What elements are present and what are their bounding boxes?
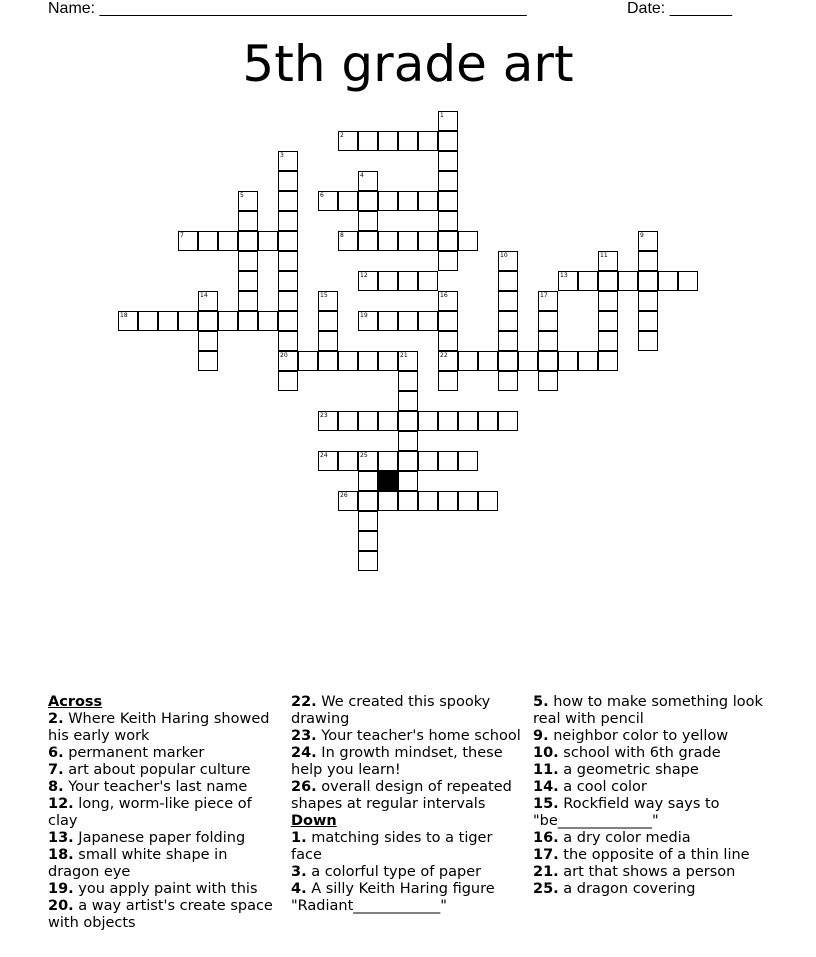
cell-number: 22 <box>440 352 448 359</box>
cell-number: 23 <box>320 412 328 419</box>
grid-cell[interactable] <box>398 371 418 391</box>
cell-number: 24 <box>320 452 328 459</box>
clue-across-8: 8. Your teacher's last name <box>48 779 248 795</box>
cell-number: 5 <box>240 192 244 199</box>
grid-cell[interactable] <box>438 291 458 311</box>
grid-cell[interactable] <box>398 491 418 511</box>
cell-number: 8 <box>340 232 344 239</box>
grid-cell[interactable] <box>318 331 338 351</box>
grid-cell[interactable] <box>598 311 618 331</box>
cell-number: 4 <box>360 172 364 179</box>
cell-number: 9 <box>640 232 644 239</box>
grid-cell[interactable] <box>238 271 258 291</box>
grid-cell[interactable] <box>238 231 258 251</box>
grid-cell[interactable] <box>238 251 258 271</box>
grid-cell[interactable] <box>338 491 358 511</box>
grid-cell[interactable] <box>638 331 658 351</box>
grid-cell[interactable] <box>438 331 458 351</box>
grid-cell[interactable] <box>458 411 478 431</box>
clue-down-16: 16. a dry color media <box>533 830 691 846</box>
grid-cell[interactable] <box>118 311 138 331</box>
grid-cell[interactable] <box>398 271 418 291</box>
clue-column-3 <box>533 694 773 898</box>
grid-cell[interactable] <box>278 291 298 311</box>
grid-cell[interactable] <box>198 331 218 351</box>
grid-cell[interactable] <box>498 291 518 311</box>
grid-cell[interactable] <box>518 351 538 371</box>
grid-cell[interactable] <box>238 191 258 211</box>
clue-across-23: 23. Your teacher's home school <box>291 728 521 744</box>
clue-across-6: 6. permanent marker <box>48 745 205 761</box>
grid-cell[interactable] <box>378 491 398 511</box>
grid-cell[interactable] <box>198 351 218 371</box>
cell-number: 19 <box>360 312 368 319</box>
grid-cell[interactable] <box>398 471 418 491</box>
grid-cell[interactable] <box>258 311 278 331</box>
name-field[interactable] <box>48 0 527 18</box>
grid-cell[interactable] <box>338 451 358 471</box>
grid-cell[interactable] <box>458 491 478 511</box>
grid-cell[interactable] <box>458 451 478 471</box>
grid-cell[interactable] <box>338 231 358 251</box>
grid-cell[interactable] <box>478 411 498 431</box>
clue-across-7: 7. art about popular culture <box>48 762 251 778</box>
clue-down-1: 1. matching sides to a tiger face <box>291 830 493 863</box>
clue-column-1 <box>48 694 280 932</box>
grid-cell[interactable] <box>638 291 658 311</box>
cell-number: 21 <box>400 352 408 359</box>
clue-across-22: 22. We created this spooky drawing <box>291 694 491 727</box>
grid-cell[interactable] <box>398 351 418 371</box>
grid-cell[interactable] <box>338 191 358 211</box>
grid-cell[interactable] <box>358 411 378 431</box>
grid-cell[interactable] <box>358 551 378 571</box>
grid-cell[interactable] <box>578 351 598 371</box>
grid-cell[interactable] <box>278 371 298 391</box>
grid-cell[interactable] <box>538 291 558 311</box>
cell-number: 20 <box>280 352 288 359</box>
grid-cell[interactable] <box>638 251 658 271</box>
grid-cell[interactable] <box>418 271 438 291</box>
grid-cell[interactable] <box>238 311 258 331</box>
grid-cell[interactable] <box>538 351 558 371</box>
grid-cell[interactable] <box>438 311 458 331</box>
cell-number: 6 <box>320 192 324 199</box>
grid-cell[interactable] <box>558 351 578 371</box>
grid-cell[interactable] <box>278 351 298 371</box>
grid-cell[interactable] <box>358 171 378 191</box>
grid-cell[interactable] <box>618 271 638 291</box>
grid-cell[interactable] <box>398 431 418 451</box>
grid-cell[interactable] <box>378 271 398 291</box>
grid-cell[interactable] <box>678 271 698 291</box>
grid-cell[interactable] <box>638 231 658 251</box>
clue-across-26: 26. overall design of repeated shapes at regular intervals <box>291 779 512 812</box>
grid-cell[interactable] <box>398 311 418 331</box>
grid-cell[interactable] <box>338 351 358 371</box>
grid-cell[interactable] <box>498 371 518 391</box>
grid-cell[interactable] <box>438 451 458 471</box>
grid-cell[interactable] <box>318 191 338 211</box>
grid-cell[interactable] <box>358 191 378 211</box>
grid-cell[interactable] <box>378 411 398 431</box>
grid-cell[interactable] <box>198 311 218 331</box>
clue-down-14: 14. a cool color <box>533 779 647 795</box>
grid-cell[interactable] <box>378 131 398 151</box>
grid-cell[interactable] <box>498 411 518 431</box>
grid-cell[interactable] <box>418 451 438 471</box>
clue-down-5: 5. how to make something look real with pencil <box>533 694 763 727</box>
grid-cell[interactable] <box>278 171 298 191</box>
grid-cell[interactable] <box>318 351 338 371</box>
across-heading: Across <box>48 694 103 710</box>
grid-cell[interactable] <box>318 411 338 431</box>
grid-cell[interactable] <box>418 231 438 251</box>
grid-cell[interactable] <box>638 311 658 331</box>
grid-cell[interactable] <box>398 411 418 431</box>
grid-cell[interactable] <box>438 191 458 211</box>
grid-cell[interactable] <box>318 291 338 311</box>
grid-cell[interactable] <box>438 211 458 231</box>
date-label: Date: <box>627 0 666 17</box>
clue-down-21: 21. art that shows a person <box>533 864 736 880</box>
cell-number: 7 <box>180 232 184 239</box>
grid-cell[interactable] <box>598 331 618 351</box>
grid-cell[interactable] <box>358 471 378 491</box>
grid-cell[interactable] <box>338 131 358 151</box>
grid-cell[interactable] <box>338 411 358 431</box>
grid-cell[interactable] <box>418 191 438 211</box>
clue-across-12: 12. long, worm-like piece of clay <box>48 796 252 829</box>
grid-cell[interactable] <box>498 351 518 371</box>
grid-cell[interactable] <box>378 231 398 251</box>
clue-down-10: 10. school with 6th grade <box>533 745 721 761</box>
clue-down-3: 3. a colorful type of paper <box>291 864 482 880</box>
blocked-cell <box>378 471 398 491</box>
grid-cell[interactable] <box>358 451 378 471</box>
page-title: 5th grade art <box>242 35 574 93</box>
cell-number: 25 <box>360 452 368 459</box>
grid-cell[interactable] <box>178 231 198 251</box>
name-line[interactable]: ________________________________________________ <box>99 0 527 17</box>
grid-cell[interactable] <box>438 231 458 251</box>
grid-cell[interactable] <box>138 311 158 331</box>
date-field[interactable] <box>627 0 732 18</box>
grid-cell[interactable] <box>198 231 218 251</box>
grid-cell[interactable] <box>498 331 518 351</box>
grid-cell[interactable] <box>358 351 378 371</box>
cell-number: 12 <box>360 272 368 279</box>
cell-number: 16 <box>440 292 448 299</box>
grid-cell[interactable] <box>218 311 238 331</box>
grid-cell[interactable] <box>418 491 438 511</box>
grid-cell[interactable] <box>438 131 458 151</box>
cell-number: 1 <box>440 112 444 119</box>
grid-cell[interactable] <box>198 291 218 311</box>
grid-cell[interactable] <box>278 151 298 171</box>
grid-cell[interactable] <box>398 231 418 251</box>
grid-cell[interactable] <box>298 351 318 371</box>
grid-cell[interactable] <box>378 311 398 331</box>
grid-cell[interactable] <box>598 271 618 291</box>
grid-cell[interactable] <box>358 131 378 151</box>
grid-cell[interactable] <box>398 131 418 151</box>
clue-across-2: 2. Where Keith Haring showed his early work <box>48 711 270 744</box>
grid-cell[interactable] <box>418 411 438 431</box>
grid-cell[interactable] <box>438 491 458 511</box>
name-label: Name: <box>48 0 96 17</box>
grid-cell[interactable] <box>538 371 558 391</box>
grid-cell[interactable] <box>558 271 578 291</box>
grid-cell[interactable] <box>278 331 298 351</box>
grid-cell[interactable] <box>278 251 298 271</box>
cell-number: 14 <box>200 292 208 299</box>
grid-cell[interactable] <box>538 311 558 331</box>
grid-cell[interactable] <box>478 491 498 511</box>
cell-number: 13 <box>560 272 568 279</box>
clue-across-24: 24. In growth mindset, these help you learn! <box>291 745 503 778</box>
grid-cell[interactable] <box>438 411 458 431</box>
cell-number: 17 <box>540 292 548 299</box>
date-line[interactable]: _______ <box>669 0 732 17</box>
cell-number: 15 <box>320 292 328 299</box>
grid-cell[interactable] <box>278 271 298 291</box>
grid-cell[interactable] <box>358 531 378 551</box>
grid-cell[interactable] <box>238 211 258 231</box>
clue-across-20: 20. a way artist's create space with objects <box>48 898 273 931</box>
clue-across-18: 18. small white shape in dragon eye <box>48 847 228 880</box>
grid-cell[interactable] <box>598 251 618 271</box>
cell-number: 26 <box>340 492 348 499</box>
grid-cell[interactable] <box>598 351 618 371</box>
down-heading: Down <box>291 813 337 829</box>
grid-cell[interactable] <box>378 451 398 471</box>
clue-across-19: 19. you apply paint with this <box>48 881 258 897</box>
grid-cell[interactable] <box>438 351 458 371</box>
grid-cell[interactable] <box>418 131 438 151</box>
grid-cell[interactable] <box>278 191 298 211</box>
clue-across-13: 13. Japanese paper folding <box>48 830 246 846</box>
grid-cell[interactable] <box>398 191 418 211</box>
grid-cell[interactable] <box>358 211 378 231</box>
grid-cell[interactable] <box>358 231 378 251</box>
grid-cell[interactable] <box>358 511 378 531</box>
grid-cell[interactable] <box>358 271 378 291</box>
grid-cell[interactable] <box>318 311 338 331</box>
grid-cell[interactable] <box>498 251 518 271</box>
clue-down-15: 15. Rockfield way says to "be_____________" <box>533 796 720 829</box>
grid-cell[interactable] <box>498 311 518 331</box>
cell-number: 3 <box>280 152 284 159</box>
grid-cell[interactable] <box>578 271 598 291</box>
grid-cell[interactable] <box>458 231 478 251</box>
grid-cell[interactable] <box>658 271 678 291</box>
grid-cell[interactable] <box>258 231 278 251</box>
grid-cell[interactable] <box>538 331 558 351</box>
grid-cell[interactable] <box>398 451 418 471</box>
grid-cell[interactable] <box>398 391 418 411</box>
grid-cell[interactable] <box>498 271 518 291</box>
grid-cell[interactable] <box>358 311 378 331</box>
grid-cell[interactable] <box>438 171 458 191</box>
grid-cell[interactable] <box>318 451 338 471</box>
grid-cell[interactable] <box>598 291 618 311</box>
clue-down-11: 11. a geometric shape <box>533 762 699 778</box>
grid-cell[interactable] <box>418 311 438 331</box>
grid-cell[interactable] <box>478 351 498 371</box>
grid-cell[interactable] <box>278 231 298 251</box>
clue-down-9: 9. neighbor color to yellow <box>533 728 729 744</box>
grid-cell[interactable] <box>378 191 398 211</box>
grid-cell[interactable] <box>638 271 658 291</box>
cell-number: 10 <box>500 252 508 259</box>
grid-cell[interactable] <box>438 151 458 171</box>
grid-cell[interactable] <box>438 111 458 131</box>
cell-number: 18 <box>120 312 128 319</box>
cell-number: 11 <box>600 252 608 259</box>
clue-down-17: 17. the opposite of a thin line <box>533 847 750 863</box>
grid-cell[interactable] <box>438 251 458 271</box>
clue-down-4: 4. A silly Keith Haring figure "Radiant____________" <box>291 881 495 914</box>
grid-cell[interactable] <box>378 351 398 371</box>
grid-cell[interactable] <box>278 211 298 231</box>
grid-cell[interactable] <box>438 371 458 391</box>
cell-number: 2 <box>340 132 344 139</box>
clue-column-2 <box>291 694 523 915</box>
grid-cell[interactable] <box>178 311 198 331</box>
grid-cell[interactable] <box>158 311 178 331</box>
grid-cell[interactable] <box>278 311 298 331</box>
grid-cell[interactable] <box>238 291 258 311</box>
grid-cell[interactable] <box>458 351 478 371</box>
clue-down-25: 25. a dragon covering <box>533 881 696 897</box>
grid-cell[interactable] <box>218 231 238 251</box>
grid-cell[interactable] <box>358 491 378 511</box>
